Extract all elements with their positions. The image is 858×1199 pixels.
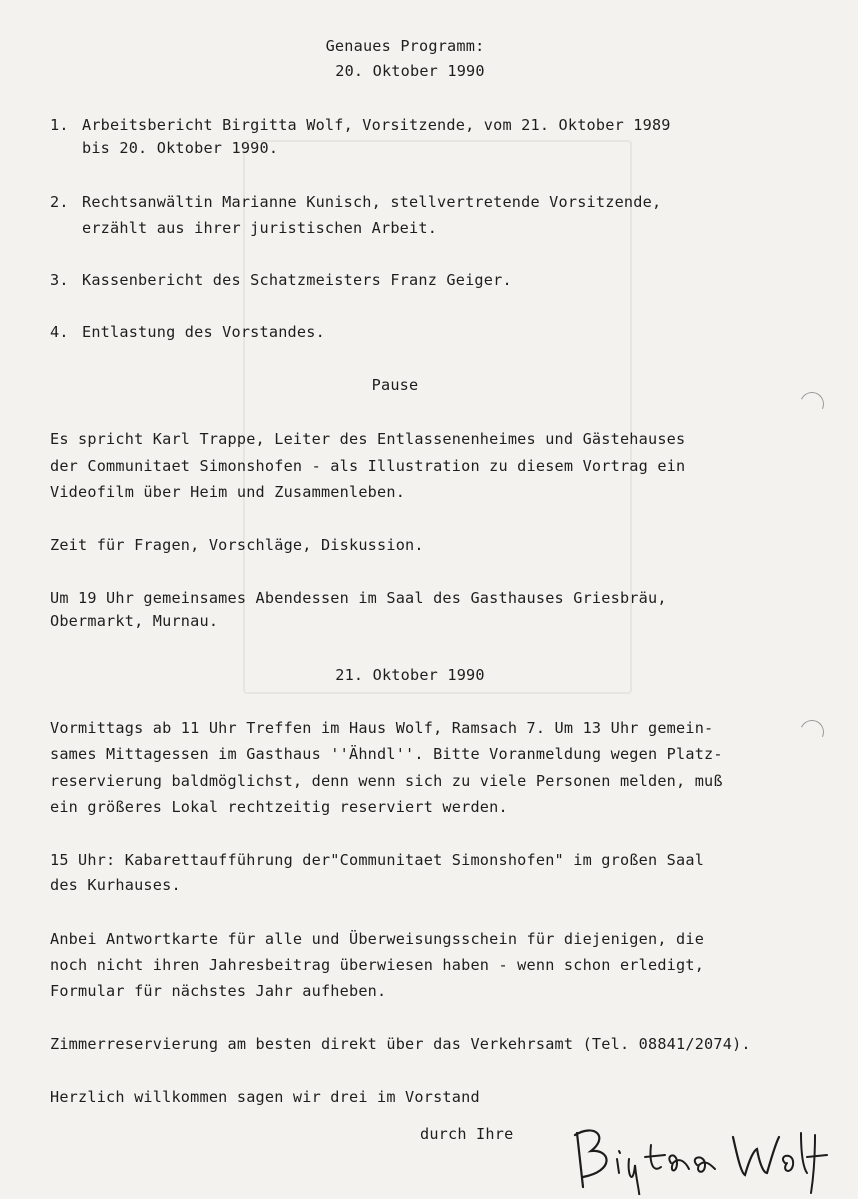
paragraph-line: der Communitaet Simonshofen - als Illustration zu diesem Vortrag ein bbox=[50, 457, 686, 475]
paragraph-line: Videofilm über Heim und Zusammenleben. bbox=[50, 483, 406, 501]
item-text: Arbeitsbericht Birgitta Wolf, Vorsitzende, vom 21. Oktober 1989 bbox=[82, 116, 671, 134]
item-number: 1. bbox=[50, 116, 69, 134]
item-number: 3. bbox=[50, 271, 69, 289]
paragraph-line: Zeit für Fragen, Vorschläge, Diskussion. bbox=[50, 536, 424, 554]
item-text: Entlastung des Vorstandes. bbox=[82, 323, 325, 341]
item-text: bis 20. Oktober 1990. bbox=[82, 139, 279, 157]
date-heading-2: 21. Oktober 1990 bbox=[335, 666, 485, 684]
date-heading-1: 20. Oktober 1990 bbox=[335, 62, 485, 80]
paragraph-line: Herzlich willkommen sagen wir drei im Vorstand bbox=[50, 1088, 480, 1106]
punch-hole-mark bbox=[797, 389, 828, 420]
item-number: 4. bbox=[50, 323, 69, 341]
paragraph-line: 15 Uhr: Kabarettaufführung der"Communitaet Simonshofen" im großen Saal bbox=[50, 851, 705, 869]
paragraph-line: ein größeres Lokal rechtzeitig reserviert werden. bbox=[50, 798, 508, 816]
paragraph-line: Anbei Antwortkarte für alle und Überweisungsschein für diejenigen, die bbox=[50, 930, 705, 948]
item-text: erzählt aus ihrer juristischen Arbeit. bbox=[82, 219, 438, 237]
paragraph-line: sames Mittagessen im Gasthaus ''Ähndl''. Bitte Voranmeldung wegen Platz- bbox=[50, 745, 723, 763]
paragraph-line: Zimmerreservierung am besten direkt über das Verkehrsamt (Tel. 08841/2074). bbox=[50, 1035, 751, 1053]
paragraph-line: Es spricht Karl Trappe, Leiter des Entlassenenheimes und Gästehauses bbox=[50, 430, 686, 448]
paragraph-line: des Kurhauses. bbox=[50, 876, 181, 894]
paragraph-line: Vormittags ab 11 Uhr Treffen im Haus Wolf, Ramsach 7. Um 13 Uhr gemein- bbox=[50, 719, 714, 737]
closing-line: durch Ihre bbox=[420, 1125, 514, 1143]
punch-hole-mark bbox=[797, 717, 828, 748]
paragraph-line: Um 19 Uhr gemeinsames Abendessen im Saal des Gasthauses Griesbräu, bbox=[50, 589, 667, 607]
paragraph-line: reservierung baldmöglichst, denn wenn sich zu viele Personen melden, muß bbox=[50, 772, 723, 790]
program-title: Genaues Programm: bbox=[325, 37, 485, 55]
paragraph-line: Obermarkt, Murnau. bbox=[50, 612, 219, 630]
pause-heading: Pause bbox=[371, 376, 419, 394]
item-text: Rechtsanwältin Marianne Kunisch, stellvertretende Vorsitzende, bbox=[82, 193, 662, 211]
item-text: Kassenbericht des Schatzmeisters Franz Geiger. bbox=[82, 271, 512, 289]
paragraph-line: Formular für nächstes Jahr aufheben. bbox=[50, 982, 387, 1000]
handwritten-signature bbox=[565, 1115, 835, 1195]
item-number: 2. bbox=[50, 193, 69, 211]
paragraph-line: noch nicht ihren Jahresbeitrag überwiesen haben - wenn schon erledigt, bbox=[50, 956, 705, 974]
